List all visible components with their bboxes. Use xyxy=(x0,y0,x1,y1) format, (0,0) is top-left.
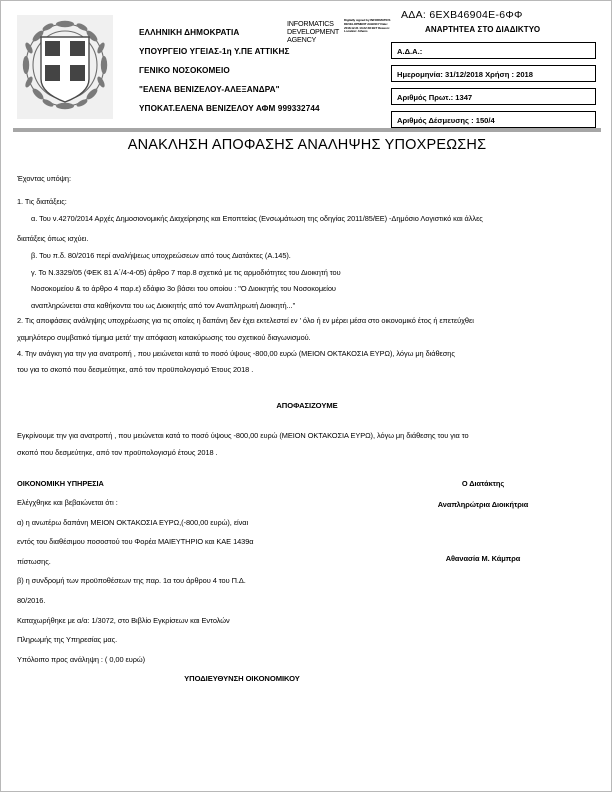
org-line-2: ΥΠΟΥΡΓΕΙΟ ΥΓΕΙΑΣ-1η Υ.ΠΕ ΑΤΤΙΚΗΣ xyxy=(139,47,290,56)
org-line-4: "ΕΛΕΝΑ ΒΕΝΙΖΕΛΟΥ-ΑΛΕΞΑΝΔΡΑ" xyxy=(139,85,280,94)
financial-line-4: πίστωσης. xyxy=(17,556,51,566)
signatory-role: Ο Διατάκτης xyxy=(461,478,505,488)
commitment-number-box: Αριθμός Δέσμευσης : 150/4 xyxy=(391,111,596,128)
signatory-title: Αναπληρώτρια Διοικήτρια xyxy=(437,500,529,510)
page-title: ΑΝΑΚΛΗΣΗ ΑΠΟΦΑΣΗΣ ΑΝΑΛΗΨΗΣ ΥΠΟΧΡΕΩΣΗΣ xyxy=(127,137,487,153)
header-info-boxes xyxy=(391,37,596,128)
decision-heading: ΑΠΟΦΑΣΙΖΟΥΜΕ xyxy=(276,400,338,410)
financial-line-8: Πληρωμής της Υπηρεσίας μας. xyxy=(17,635,118,645)
intro-text: Έχοντας υπόψη: xyxy=(17,174,71,183)
item4-line2: του για το σκοπό που δεσμεύτηκε, από τον προϋπολογισμό Έτους 2018 . xyxy=(17,365,254,375)
item1a-continued: διατάξεις όπως ισχύει. xyxy=(17,234,89,244)
item1c-line2: Νοσοκομείου & το άρθρο 4 παρ.ε) εδάφιο 3ο βάσει του οποίου : "Ο Διοικητής του Νοσοκομείου xyxy=(31,284,336,294)
ada-code: ΑΔΑ: 6ΕΧΒ46904Ε-6ΦΦ xyxy=(401,9,523,21)
header-divider xyxy=(13,128,601,132)
ada-box: Α.Δ.Α.: xyxy=(391,42,596,59)
org-line-1: ΕΛΛΗΝΙΚΗ ΔΗΜΟΚΡΑΤΙΑ xyxy=(139,28,240,37)
ada-subtitle: ΑΝΑΡΤΗΤΕΑ ΣΤΟ ΔΙΑΔΙΚΤΥΟ xyxy=(425,25,541,34)
signature-details: Digitally signed by INFORMATICS DEVELOPMENT AGENCY Date: 2018.12.31 13:22:48 EET Reason: Location: Athens xyxy=(344,18,391,34)
financial-service-heading: ΟΙΚΟΝΟΜΙΚΗ ΥΠΗΡΕΣΙΑ xyxy=(17,478,104,488)
document-header xyxy=(1,1,611,125)
item1b-text: β. Του π.δ. 80/2016 περί αναλήψεως υποχρεώσεων από τους Διατάκτες (Α.145). xyxy=(31,250,291,260)
digital-signature-stamp xyxy=(287,18,399,62)
org-line-5: ΥΠΟΚΑΤ.ΕΛΕΝΑ ΒΕΝΙΖΕΛΟΥ ΑΦΜ 999332744 xyxy=(139,104,320,113)
greek-coat-of-arms-emblem xyxy=(17,15,113,119)
item1a-text: α. Του ν.4270/2014 Αρχές Δημοσιονομικής Διαχείρησης και Εποπτείας (Ενσωμάτωση της οδηγίας 2011/85/ΕΕ) -Δημόσιο Λογιστικό και άλλες xyxy=(31,213,483,223)
financial-service-block xyxy=(17,478,347,666)
financial-line-9: Υπόλοιπο προς ανάληψη : ( 0,00 ευρώ) xyxy=(17,654,146,664)
document-body xyxy=(17,173,597,685)
financial-line-7: Καταχωρήθηκε με α/α: 1/3072, στο Βιβλίο Εγκρίσεων και Εντολών xyxy=(17,615,230,625)
date-box: Ημερομηνία: 31/12/2018 Χρήση : 2018 xyxy=(391,65,596,82)
financial-line-1: Ελέγχθηκε και βεβαιώνεται ότι : xyxy=(17,498,118,508)
signatory-name: Αθανασία Μ. Κάμπρα xyxy=(445,553,521,563)
financial-line-6: 80/2016. xyxy=(17,596,46,606)
coat-of-arms-icon xyxy=(17,15,113,119)
signature-agency-name: INFORMATICS DEVELOPMENT AGENCY xyxy=(287,19,339,45)
financial-line-3: εντός του διαθέσιμου ποσοστού του Φορέα ΜΑΙΕΥΤΗΡΙΟ και ΚΑΕ 1439α xyxy=(17,537,254,547)
decision-text: Εγκρίνουμε την για ανατροπή , που μειώνεται κατά το ποσό ύψους -800,00 ευρώ (ΜΕΙΟΝ ΟΚΤΑΚΟΣΙΑ ΕΥΡΩ), λόγω μη διάθεσης του για το xyxy=(17,431,469,441)
financial-line-2: α) η ανωτέρω δαπάνη ΜΕΙΟΝ ΟΚΤΑΚΟΣΙΑ ΕΥΡΩ,(-800,00 ευρώ), είναι xyxy=(17,517,249,527)
item1c-line3: αναπληρώνεται στα καθήκοντα του ως Διοικητής από τον Αναπληρωτή Διοικητή..." xyxy=(31,300,296,310)
financial-and-signature-block xyxy=(17,478,597,666)
org-line-3: ΓΕΝΙΚΟ ΝΟΣΟΚΟΜΕΙΟ xyxy=(139,66,230,75)
item2-text: 2. Τις αποφάσεις ανάληψης υποχρέωσης για τις οποίες η δαπάνη δεν έχει εκτελεστεί εν ' όλο ή εν μέρει μέσα στο οικονομικό έτος ή επετεύχθει xyxy=(17,316,474,326)
item1-label: 1. Τις διατάξεις: xyxy=(17,197,67,207)
decision-text-line2: σκοπό που δεσμεύτηκε, από τον προϋπολογισμό έτους 2018 . xyxy=(17,447,218,457)
signatory-block xyxy=(373,478,593,565)
item2-line2: χαμηλότερο συμβατικό τίμημα μετά' την απόφαση κατακύρωσης του σχετικού διαγωνισμού. xyxy=(17,332,311,342)
item4-text: 4. Την ανάγκη για την για ανατροπή , που μειώνεται κατά το ποσό ύψους -800,00 ευρώ (ΜΕΙΟΝ ΟΚΤΑΚΟΣΙΑ ΕΥΡΩ), λόγω μη διάθεσης xyxy=(17,348,455,358)
protocol-number-box: Αριθμός Πρωτ.: 1347 xyxy=(391,88,596,105)
financial-line-5: β) η συνδρομή των προϋποθέσεων της παρ. 1α του άρθρου 4 του Π.Δ. xyxy=(17,576,246,586)
item1c-text: γ. Το Ν.3329/05 (ΦΕΚ 81 Α΄/4-4-05) άρθρο 7 παρ.8 σχετικά με τις αρμοδιότητες του Διοικητή του xyxy=(31,267,341,277)
subdepartment-heading: ΥΠΟΔΙΕΥΘΥΝΣΗ ΟΙΚΟΝΟΜΙΚΟΥ xyxy=(184,674,300,684)
